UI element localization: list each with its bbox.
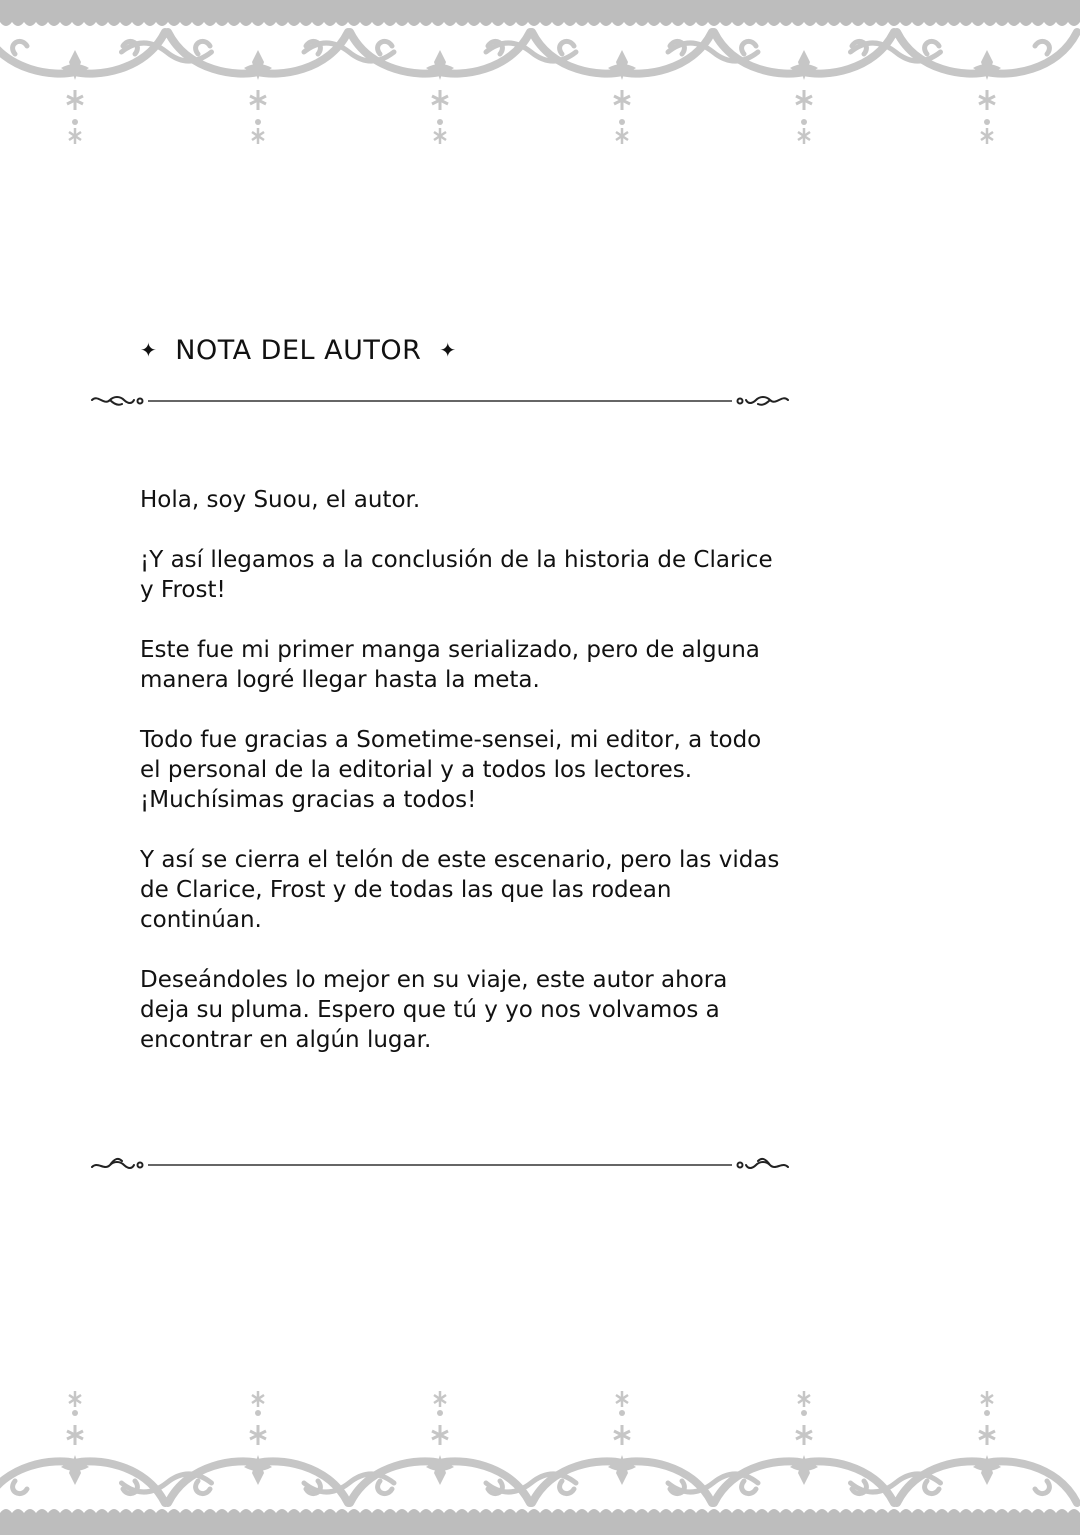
- lace-motif-icon: [897, 32, 1077, 144]
- page-heading: [140, 330, 457, 370]
- lace-border-icon: [0, 1375, 1080, 1535]
- bottom-lace-border: [0, 1375, 1080, 1535]
- lace-border-icon: [0, 0, 1080, 160]
- paragraph-first-manga: Este fue mi primer manga serializado, pero de alguna manera logré llegar hasta la meta.: [140, 637, 760, 693]
- page-title: NOTA DEL AUTOR: [175, 334, 422, 366]
- lace-motif-icon: [714, 32, 894, 144]
- diamond-icon: ✦: [439, 338, 457, 362]
- top-lace-border: [0, 0, 1080, 160]
- paragraph-greeting: Hola, soy Suou, el autor.: [140, 487, 421, 513]
- scroll-flourish-icon: [92, 1159, 143, 1168]
- scroll-flourish-icon: [738, 397, 789, 405]
- scroll-flourish-icon: [92, 397, 143, 405]
- top-divider: [90, 390, 790, 414]
- lace-motif-icon: [532, 32, 712, 144]
- lace-motif-icon: [168, 32, 348, 144]
- lace-motif-icon: [0, 1391, 165, 1503]
- paragraph-farewell: Deseándoles lo mejor en su viaje, este autor ahora deja su pluma. Espero que tú y yo nos volvamos a encontrar en algún lugar.: [140, 967, 728, 1053]
- lace-motif-icon: [350, 1391, 530, 1503]
- lace-motif-icon: [532, 1391, 712, 1503]
- lace-motif-icon: [897, 1391, 1077, 1503]
- lace-motif-icon: [350, 32, 530, 144]
- paragraph-curtain: Y así se cierra el telón de este escenario, pero las vidas de Clarice, Frost y de todas las que las rodean continúan.: [140, 847, 780, 933]
- scroll-flourish-icon: [738, 1159, 789, 1168]
- lace-motif-icon: [0, 32, 165, 144]
- paragraph-thanks: Todo fue gracias a Sometime-sensei, mi editor, a todo el personal de la editorial y a todos los lectores. ¡Muchísimas gracias a todos!: [140, 727, 762, 813]
- paragraph-conclusion: ¡Y así llegamos a la conclusión de la historia de Clarice y Frost!: [140, 547, 773, 603]
- author-note-body: [140, 485, 780, 1085]
- diamond-icon: ✦: [140, 338, 158, 362]
- bottom-divider: [90, 1153, 790, 1177]
- lace-motif-icon: [714, 1391, 894, 1503]
- lace-motif-icon: [168, 1391, 348, 1503]
